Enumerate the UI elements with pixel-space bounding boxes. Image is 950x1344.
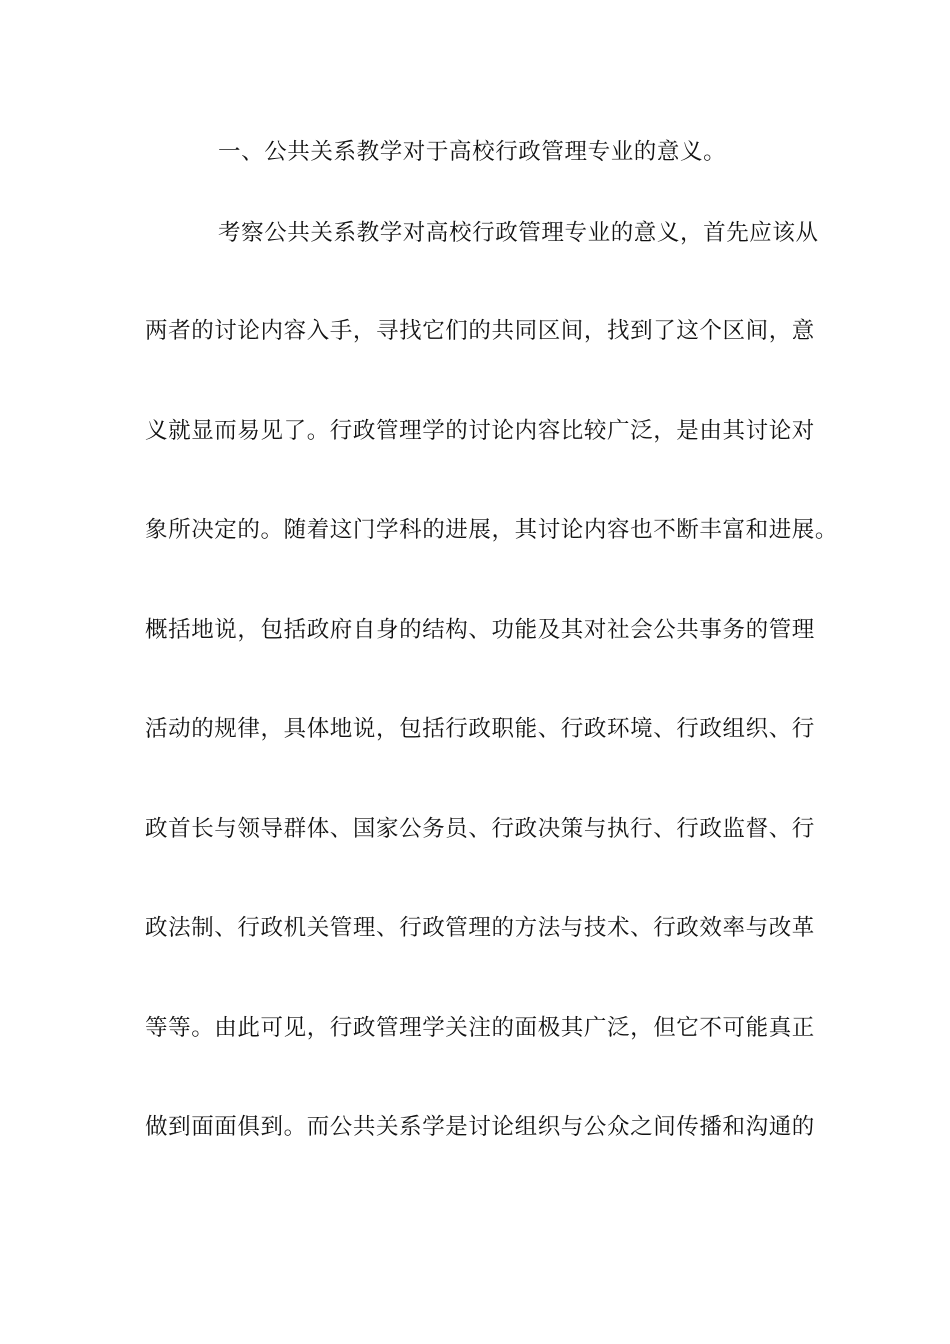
paragraph-line: 义就显而易见了。行政管理学的讨论内容比较广泛，是由其讨论对	[145, 418, 815, 444]
paragraph-line: 政法制、行政机关管理、行政管理的方法与技术、行政效率与改革	[145, 915, 815, 941]
paragraph-line: 考察公共关系教学对高校行政管理专业的意义，首先应该从	[218, 220, 819, 246]
paragraph-line: 活动的规律，具体地说，包括行政职能、行政环境、行政组织、行	[145, 716, 815, 742]
section-heading: 一、公共关系教学对于高校行政管理专业的意义。	[218, 139, 727, 165]
paragraph-line: 等等。由此可见，行政管理学关注的面极其广泛，但它不可能真正	[145, 1015, 815, 1041]
paragraph-line: 两者的讨论内容入手，寻找它们的共同区间，找到了这个区间，意	[145, 318, 815, 344]
paragraph-line: 概括地说，包括政府自身的结构、功能及其对社会公共事务的管理	[145, 617, 815, 643]
paragraph-line: 象所决定的。随着这门学科的进展，其讨论内容也不断丰富和进展。	[145, 517, 839, 543]
paragraph-line: 做到面面俱到。而公共关系学是讨论组织与公众之间传播和沟通的	[145, 1114, 815, 1140]
paragraph-line: 政首长与领导群体、国家公务员、行政决策与执行、行政监督、行	[145, 816, 815, 842]
